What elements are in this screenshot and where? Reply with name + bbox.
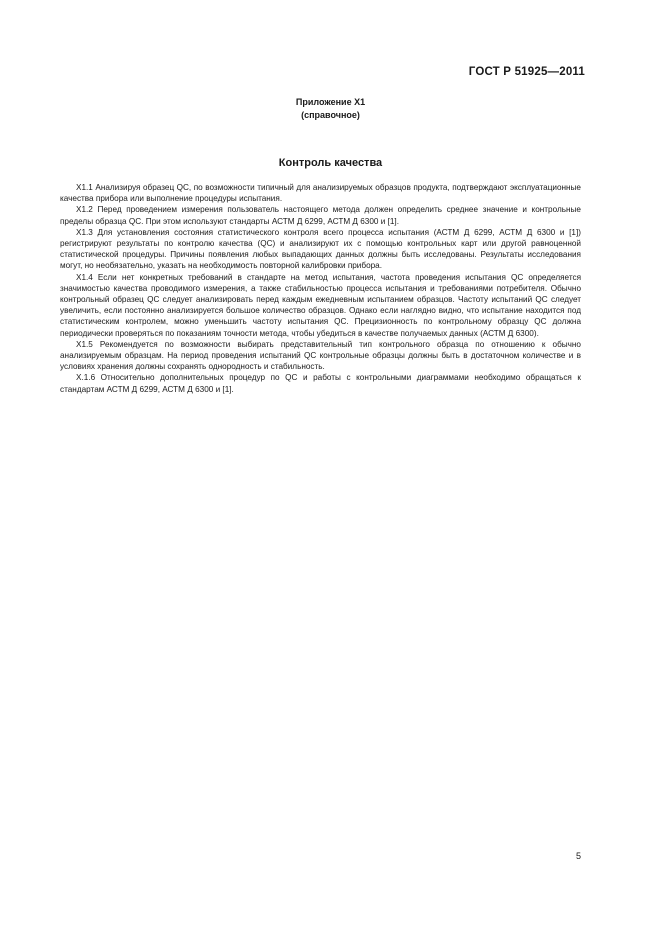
appendix-title: Приложение Х1	[295, 97, 366, 107]
paragraph-x1-2: Х1.2 Перед проведением измерения пользователь настоящего метода должен определить среднее значение и контрольные пределы образца QC. При этом используют стандарты АСТМ Д 6299, АСТМ Д 6300 и [1].	[60, 205, 581, 226]
paragraph-x1-3: Х1.3 Для установления состояния статистического контроля всего процесса испытания (АСТМ Д 6299, АСТМ Д 6300 и [1]) регистрируют результаты по контролю качества (QC) и анализируют их с помощью контрольных карт или другой равноценной статистической процедуры. Причины появления любых выпадающих данных должны быть исследованы. Результаты исследования могут, но необязательно, указать на необходимость повторной калибровки прибора.	[60, 227, 581, 271]
paragraph-x1-6: Х.1.6 Относительно дополнительных процедур по QC и работы с контрольными диаграммами необходимо обращаться к стандартам АСТМ Д 6299, АСТМ Д 6300 и [1].	[60, 373, 581, 394]
section-title: Контроль качества	[278, 157, 383, 169]
body-text	[60, 182, 581, 395]
appendix-note: (справочное)	[301, 110, 360, 120]
paragraph-x1-4: Х1.4 Если нет конкретных требований в стандарте на метод испытания, частота проведения испытания QC определяется значимостью качества проводимого измерения, а также стабильностью процесса испытания и требованиями потребителя. Обычно контрольный образец QC следует анализировать перед каждым ежедневным испытанием образцов. Частоту испытаний QC следует увеличить, если постоянно анализируется большое количество образцов. Однако если наглядно видно, что испытание находится под статистическим контролем, можно уменьшить частоту испытания QC. Прецизионность по контрольному образцу QC должна периодически проверяться по показаниям точности метода, чтобы убедиться в качестве получаемых данных (АСТМ Д 6300).	[60, 272, 581, 338]
paragraph-x1-1: Х1.1 Анализируя образец QC, по возможности типичный для анализируемых образцов продукта, подтверждают эксплуатационные качества прибора или выполнение процедуры испытания.	[60, 183, 581, 204]
page-number: 5	[575, 851, 581, 861]
appendix-heading	[0, 96, 661, 122]
paragraph-x1-5: Х1.5 Рекомендуется по возможности выбирать представительный тип контрольного образца по отношению к обычно анализируемым образцам. На период проведения испытаний QC контрольные образцы должны быть в достаточном количестве и в условиях хранения должны сохранять однородность и стабильность.	[60, 339, 581, 372]
standard-number: ГОСТ Р 51925—2011	[468, 66, 585, 78]
